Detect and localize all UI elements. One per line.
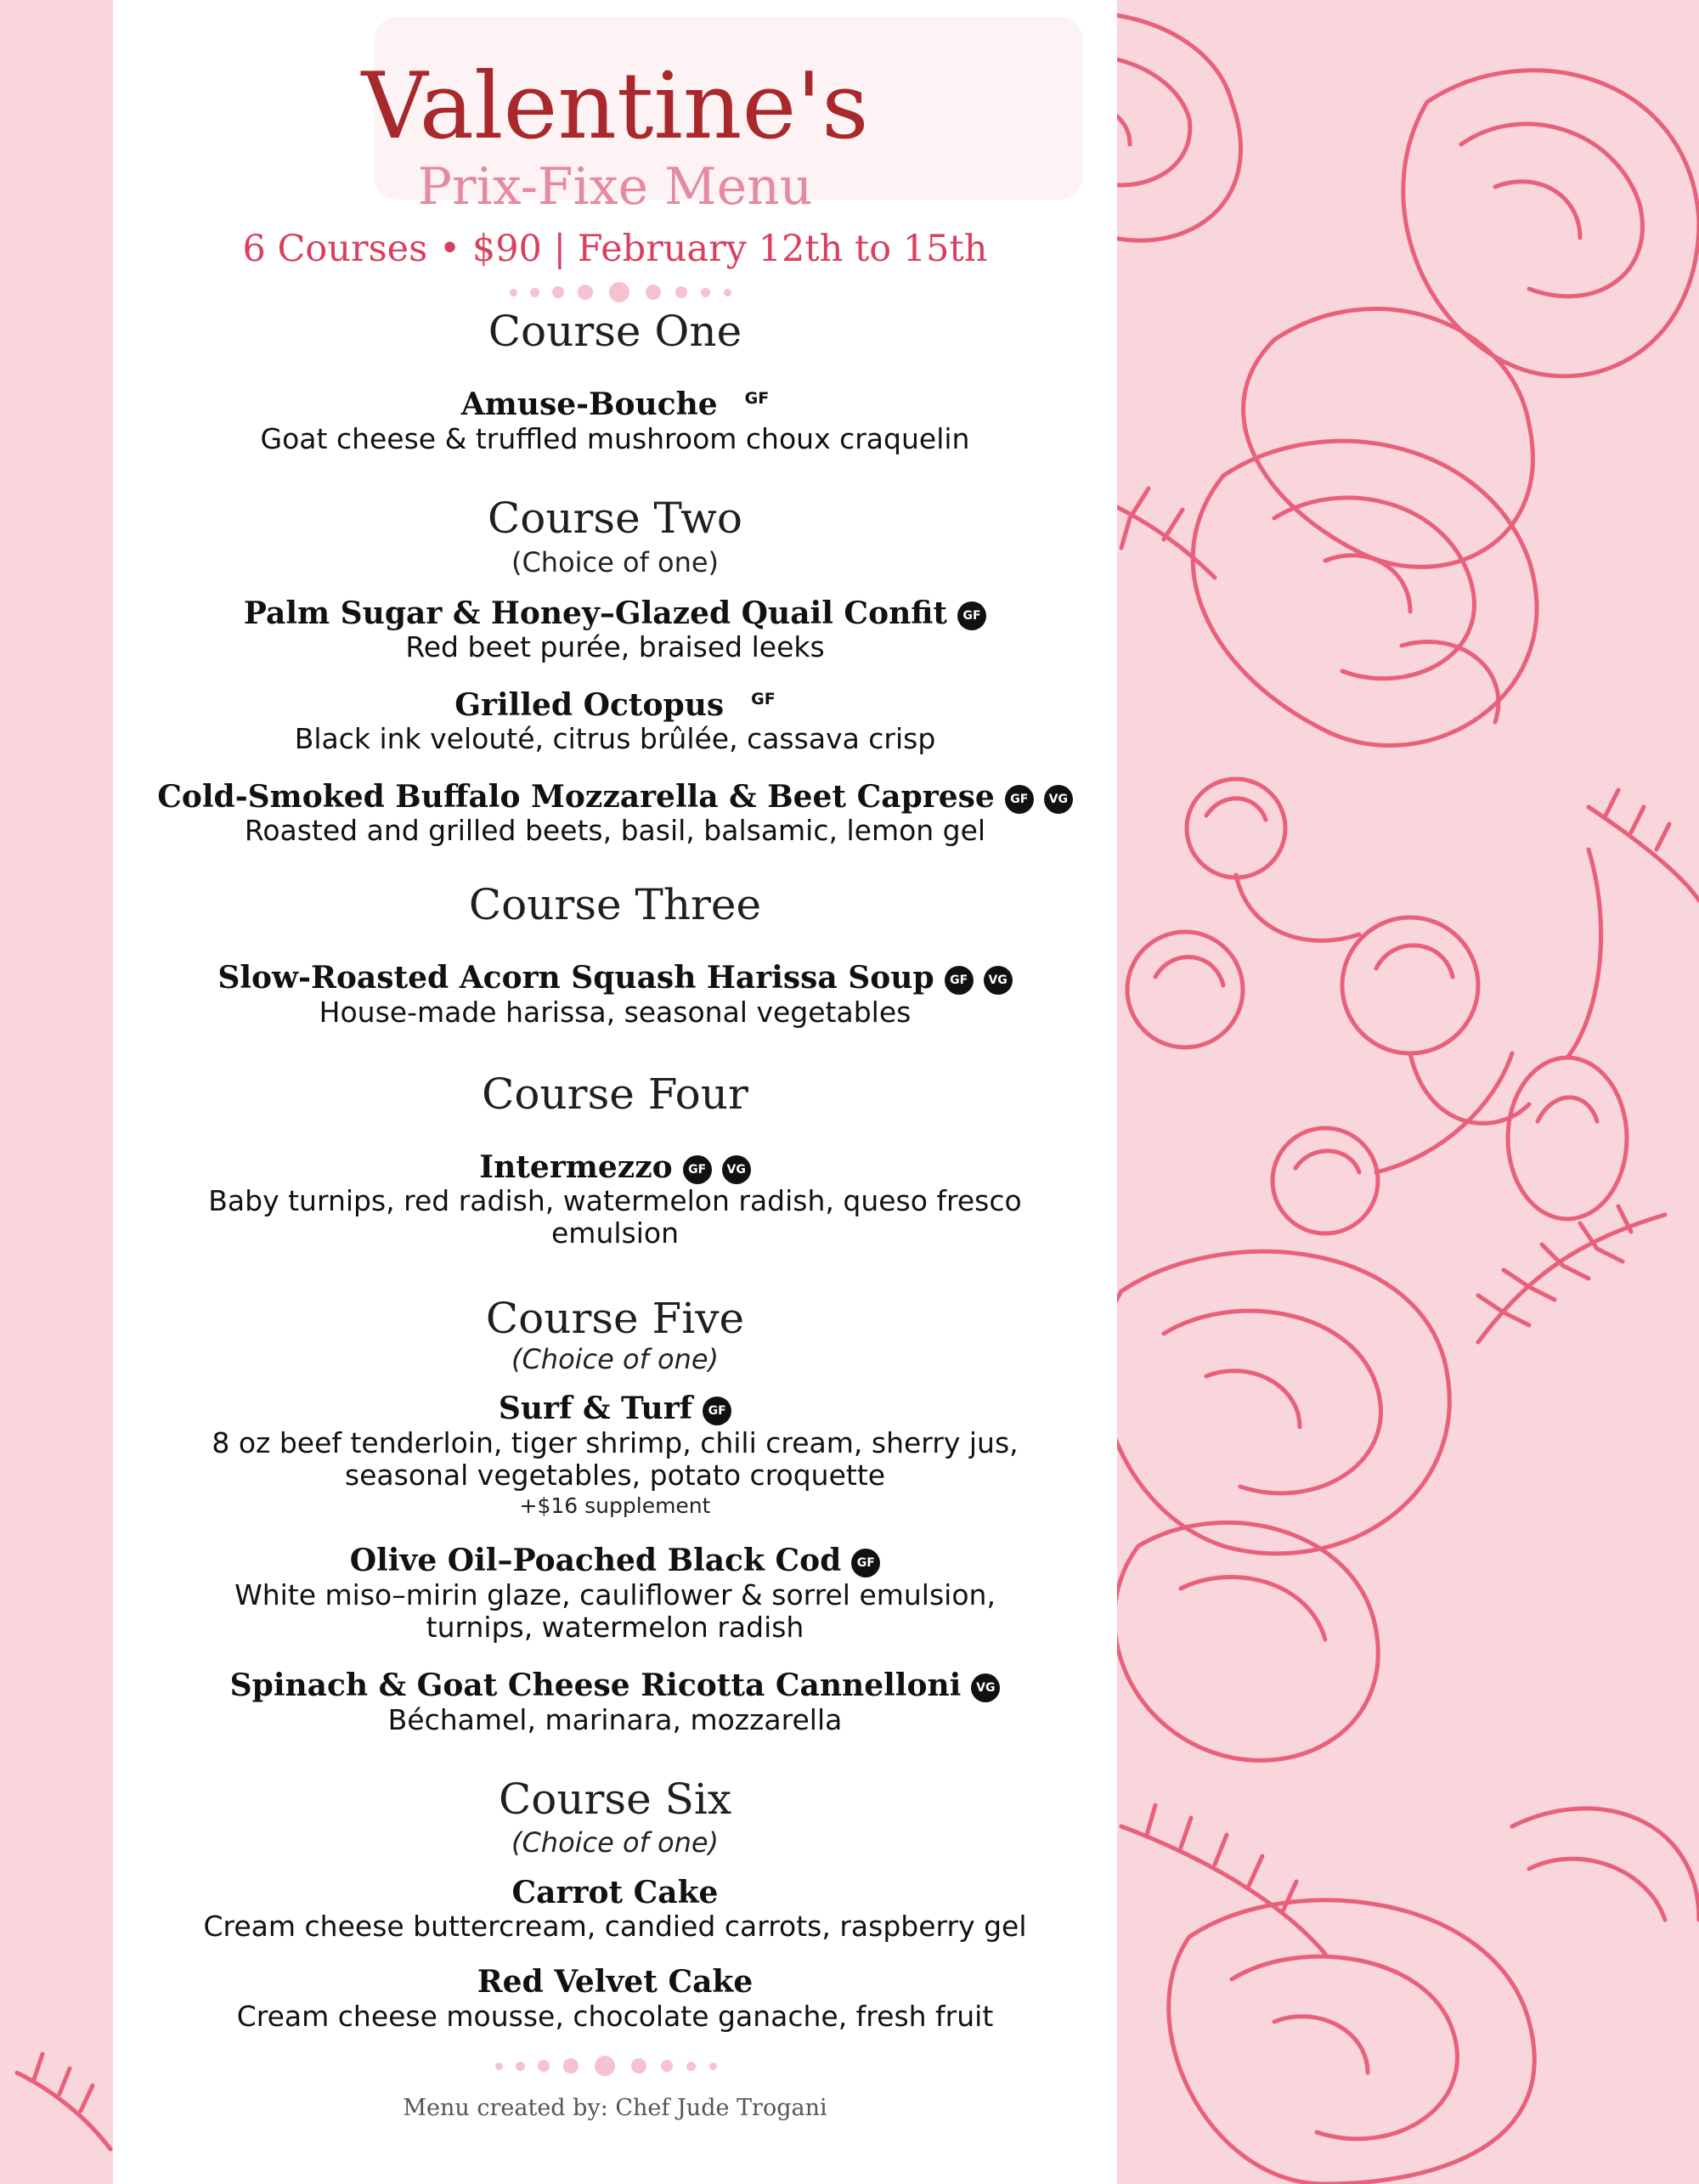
- dish-name: Palm Sugar & Honey–Glazed Quail Confit: [243, 595, 948, 631]
- course-six-heading: Course Six: [498, 1775, 732, 1824]
- dish-name: Slow-Roasted Acorn Squash Harissa Soup: [217, 960, 934, 996]
- menu-subtitle: Prix-Fixe Menu: [417, 157, 813, 217]
- menu-credit: Menu created by: Chef Jude Trogani: [403, 2095, 827, 2121]
- course-three-heading: Course Three: [468, 880, 762, 929]
- menu-info: 6 Courses • $90 | February 12th to 15th: [242, 228, 988, 270]
- dish-red-velvet-cake: [113, 1964, 1117, 2000]
- menu-title: Valentine's: [361, 54, 869, 160]
- menu-panel: [113, 0, 1117, 2184]
- dish-name: Surf & Turf: [498, 1391, 693, 1426]
- vegetarian-badge: VG: [1044, 785, 1073, 814]
- dish-description: Roasted and grilled beets, basil, balsamic, lemon gel: [244, 814, 986, 847]
- dish-description: Red beet purée, braised leeks: [405, 630, 825, 663]
- gluten-free-badge: GF: [957, 601, 986, 630]
- gluten-free-badge: GF: [703, 1397, 731, 1425]
- dish-supplement: +$16 supplement: [519, 1493, 711, 1518]
- dish-amuse-bouche: [113, 389, 1117, 420]
- dish-name: Amuse-Bouche: [460, 387, 718, 422]
- course-two-note: (Choice of one): [511, 546, 720, 578]
- peony-middle: [1193, 309, 1537, 746]
- course-six-note: (Choice of one): [511, 1826, 720, 1859]
- dish-grilled-octopus: [113, 687, 1117, 723]
- dish-description: Goat cheese & truffled mushroom choux craquelin: [260, 422, 970, 455]
- dish-description: House-made harissa, seasonal vegetables: [319, 996, 912, 1029]
- divider-top: [510, 280, 739, 306]
- dish-description: Baby turnips, red radish, watermelon radish, queso fresco emulsion: [208, 1184, 1022, 1250]
- dish-name: Spinach & Goat Cheese Ricotta Cannelloni: [229, 1668, 962, 1703]
- dish-name: Cold-Smoked Buffalo Mozzarella & Beet Caprese: [157, 779, 995, 815]
- dish-intermezzo: [113, 1149, 1117, 1185]
- dish-squash-soup: [113, 962, 1117, 995]
- dish-name: Carrot Cake: [511, 1875, 719, 1910]
- dish-description: 8 oz beef tenderloin, tiger shrimp, chili cream, sherry jus, seasonal vegetables, potato croquette: [212, 1426, 1019, 1492]
- divider-bottom: [495, 2054, 733, 2080]
- dish-name: Intermezzo: [479, 1149, 673, 1185]
- dish-description: Cream cheese mousse, chocolate ganache, fresh fruit: [236, 2000, 994, 2033]
- dish-black-cod: [113, 1545, 1117, 1577]
- dish-name: Grilled Octopus: [454, 687, 725, 723]
- dish-cannelloni: [113, 1670, 1117, 1702]
- gluten-free-badge: GF: [1005, 785, 1034, 814]
- vegetarian-badge: VG: [722, 1155, 751, 1184]
- dish-name: Red Velvet Cake: [477, 1964, 754, 2000]
- dish-description: Béchamel, marinara, mozzarella: [387, 1703, 843, 1736]
- poppy-buds: [1127, 779, 1627, 1233]
- peony-lower: [1101, 1251, 1449, 1760]
- course-four-heading: Course Four: [482, 1069, 748, 1119]
- dish-description: White miso–mirin glaze, cauliflower & sorrel emulsion, turnips, watermelon radish: [234, 1578, 996, 1644]
- gluten-free-badge: GF: [851, 1549, 880, 1577]
- dish-mozzarella-caprese: [113, 779, 1117, 815]
- gluten-free-badge: GF: [945, 966, 974, 995]
- course-five-note: (Choice of one): [511, 1343, 720, 1375]
- vegetarian-badge: VG: [971, 1673, 1000, 1702]
- dish-surf-and-turf: [113, 1393, 1117, 1425]
- dish-quail-confit: [113, 595, 1117, 631]
- gluten-free-tag: GF: [744, 389, 770, 408]
- course-two-heading: Course Two: [487, 494, 743, 543]
- dish-description: Black ink velouté, citrus brûlée, cassava crisp: [294, 722, 936, 755]
- gluten-free-badge: GF: [683, 1155, 712, 1184]
- vegetarian-badge: VG: [984, 966, 1013, 995]
- course-one-heading: Course One: [488, 307, 742, 356]
- dish-name: Olive Oil–Poached Black Cod: [349, 1543, 842, 1578]
- course-five-heading: Course Five: [485, 1294, 745, 1343]
- dish-description: Cream cheese buttercream, candied carrots, raspberry gel: [203, 1910, 1027, 1943]
- gluten-free-tag: GF: [751, 690, 776, 708]
- dish-carrot-cake: [113, 1877, 1117, 1908]
- peony-bottom: [1169, 1809, 1699, 2184]
